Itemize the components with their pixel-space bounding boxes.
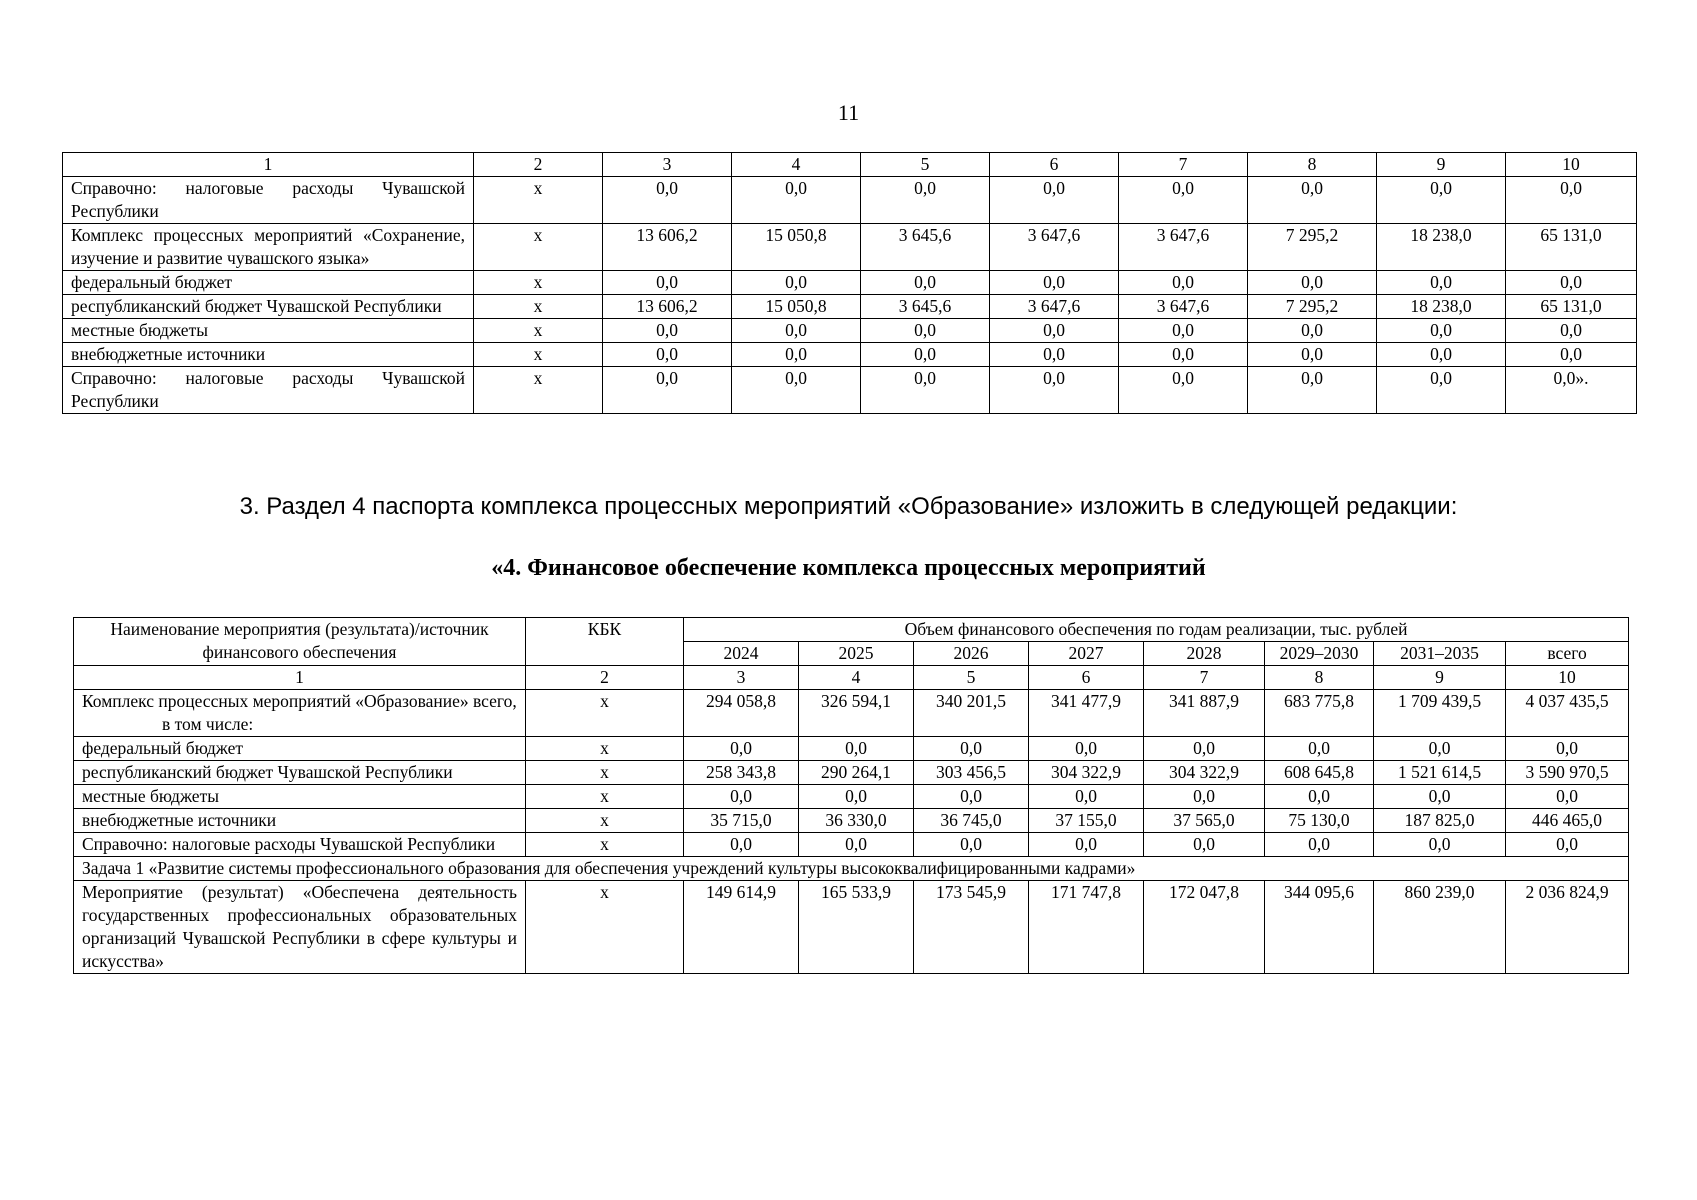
- value-cell: 0,0: [861, 367, 990, 414]
- table-row: [63, 367, 1637, 414]
- row-name: Справочно: налоговые расходы Чувашской Республики: [63, 177, 474, 224]
- table2-numbering-row: [74, 666, 1629, 690]
- column-number: 5: [914, 666, 1029, 690]
- value-cell: 65 131,0: [1506, 224, 1637, 271]
- value-cell: 0,0: [799, 833, 914, 857]
- kbk-cell: х: [474, 367, 603, 414]
- funding-table-continuation: [62, 152, 1637, 414]
- total-header: всего: [1506, 642, 1629, 666]
- value-cell: 0,0: [799, 737, 914, 761]
- row-name: [74, 809, 526, 833]
- column-number: 5: [861, 153, 990, 177]
- value-cell: 165 533,9: [799, 881, 914, 974]
- value-cell: 1 709 439,5: [1374, 690, 1506, 737]
- column-number: 4: [732, 153, 861, 177]
- table-row: [63, 343, 1637, 367]
- value-cell: 0,0: [1029, 737, 1144, 761]
- value-cell: 172 047,8: [1144, 881, 1265, 974]
- table2-body: [74, 618, 1629, 974]
- value-cell: 0,0: [1377, 319, 1506, 343]
- value-cell: 18 238,0: [1377, 295, 1506, 319]
- value-cell: 0,0: [1377, 177, 1506, 224]
- row-name: [74, 833, 526, 857]
- value-cell: 0,0: [1506, 177, 1637, 224]
- value-cell: 0,0: [1506, 271, 1637, 295]
- kbk-cell: х: [526, 690, 684, 737]
- value-cell: 608 645,8: [1265, 761, 1374, 785]
- value-cell: 7 295,2: [1248, 224, 1377, 271]
- column-number: 4: [799, 666, 914, 690]
- row-name-subtext: в том числе:: [162, 714, 254, 734]
- value-cell: 3 590 970,5: [1506, 761, 1629, 785]
- column-number: 2: [474, 153, 603, 177]
- value-cell: 0,0: [1377, 343, 1506, 367]
- value-cell: 0,0: [1377, 367, 1506, 414]
- task-title: Задача 1 «Развитие системы профессионального образования для обеспечения учреждений культуры высококвалифицированными кадрами»: [74, 857, 1629, 881]
- value-cell: 171 747,8: [1029, 881, 1144, 974]
- value-cell: 0,0».: [1506, 367, 1637, 414]
- value-cell: 0,0: [914, 785, 1029, 809]
- value-cell: 0,0: [990, 271, 1119, 295]
- table-row: [63, 319, 1637, 343]
- value-cell: 0,0: [732, 271, 861, 295]
- table-row: [63, 224, 1637, 271]
- table-row: [63, 177, 1637, 224]
- column-number: 6: [1029, 666, 1144, 690]
- row-name: Справочно: налоговые расходы Чувашской Республики: [63, 367, 474, 414]
- value-cell: 0,0: [990, 343, 1119, 367]
- kbk-cell: х: [474, 271, 603, 295]
- table2-header-row: [74, 618, 1629, 642]
- value-cell: 290 264,1: [799, 761, 914, 785]
- table-row: [74, 785, 1629, 809]
- year-header: 2028: [1144, 642, 1265, 666]
- value-cell: 149 614,9: [684, 881, 799, 974]
- value-cell: 0,0: [603, 319, 732, 343]
- value-cell: 0,0: [1248, 319, 1377, 343]
- value-cell: 0,0: [1374, 737, 1506, 761]
- value-cell: 35 715,0: [684, 809, 799, 833]
- column-number: 2: [526, 666, 684, 690]
- value-cell: 341 887,9: [1144, 690, 1265, 737]
- section-title: «4. Финансовое обеспечение комплекса процессных мероприятий: [491, 555, 1206, 581]
- row-name-text: республиканский бюджет Чувашской Республики: [82, 762, 453, 782]
- value-cell: 18 238,0: [1377, 224, 1506, 271]
- page-number: 11: [837, 100, 860, 125]
- kbk-cell: х: [526, 785, 684, 809]
- value-cell: 0,0: [990, 177, 1119, 224]
- kbk-cell: х: [474, 224, 603, 271]
- value-cell: 0,0: [732, 343, 861, 367]
- value-cell: 0,0: [1506, 343, 1637, 367]
- value-cell: 37 565,0: [1144, 809, 1265, 833]
- value-cell: 258 343,8: [684, 761, 799, 785]
- value-cell: 7 295,2: [1248, 295, 1377, 319]
- row-name-text: Справочно: налоговые расходы Чувашской Республики: [82, 834, 496, 854]
- column-number: 10: [1506, 666, 1629, 690]
- value-cell: 0,0: [732, 367, 861, 414]
- value-cell: 0,0: [603, 367, 732, 414]
- kbk-cell: х: [526, 833, 684, 857]
- table-row: [74, 761, 1629, 785]
- value-cell: 0,0: [1377, 271, 1506, 295]
- column-number: 8: [1248, 153, 1377, 177]
- value-cell: 0,0: [732, 319, 861, 343]
- table1-body: [63, 153, 1637, 414]
- year-header: 2029–2030: [1265, 642, 1374, 666]
- table1-numbering-row: [63, 153, 1637, 177]
- value-cell: 860 239,0: [1374, 881, 1506, 974]
- value-cell: 0,0: [1144, 785, 1265, 809]
- financing-group-header: Объем финансового обеспечения по годам реализации, тыс. рублей: [684, 618, 1629, 642]
- value-cell: 3 645,6: [861, 224, 990, 271]
- value-cell: 13 606,2: [603, 224, 732, 271]
- value-cell: 0,0: [1265, 785, 1374, 809]
- value-cell: 294 058,8: [684, 690, 799, 737]
- value-cell: 0,0: [914, 833, 1029, 857]
- table-row: [74, 809, 1629, 833]
- row-name: Комплекс процессных мероприятий «Сохранение, изучение и развитие чувашского языка»: [63, 224, 474, 271]
- column-number: 9: [1374, 666, 1506, 690]
- value-cell: 0,0: [1506, 785, 1629, 809]
- value-cell: 0,0: [1248, 343, 1377, 367]
- row-name: Мероприятие (результат) «Обеспечена деятельность государственных профессиональных образовательных организаций Чувашской Республики в сфере культуры и искусства»: [74, 881, 526, 974]
- value-cell: 0,0: [1144, 833, 1265, 857]
- value-cell: 0,0: [799, 785, 914, 809]
- value-cell: 0,0: [684, 737, 799, 761]
- value-cell: 3 647,6: [1119, 224, 1248, 271]
- row-name: [74, 690, 526, 737]
- value-cell: 37 155,0: [1029, 809, 1144, 833]
- value-cell: 0,0: [861, 177, 990, 224]
- year-header: 2025: [799, 642, 914, 666]
- value-cell: 0,0: [1374, 833, 1506, 857]
- year-header: 2027: [1029, 642, 1144, 666]
- value-cell: 0,0: [1144, 737, 1265, 761]
- table-row: [74, 881, 1629, 974]
- value-cell: 3 647,6: [990, 295, 1119, 319]
- kbk-cell: х: [526, 881, 684, 974]
- column-number: 7: [1144, 666, 1265, 690]
- column-number: 1: [74, 666, 526, 690]
- column-number: 9: [1377, 153, 1506, 177]
- row-name: [74, 761, 526, 785]
- value-cell: 0,0: [1119, 367, 1248, 414]
- value-cell: 0,0: [603, 177, 732, 224]
- row-name-text: Комплекс процессных мероприятий «Образование» всего,: [82, 691, 517, 711]
- value-cell: 36 745,0: [914, 809, 1029, 833]
- table-row: [74, 737, 1629, 761]
- value-cell: 0,0: [1119, 177, 1248, 224]
- value-cell: 0,0: [1119, 271, 1248, 295]
- row-name-text: местные бюджеты: [82, 786, 219, 806]
- row-name-text: федеральный бюджет: [82, 738, 244, 758]
- column-number: 7: [1119, 153, 1248, 177]
- column-number: 1: [63, 153, 474, 177]
- column-number: 8: [1265, 666, 1374, 690]
- kbk-cell: х: [526, 761, 684, 785]
- value-cell: 0,0: [1248, 367, 1377, 414]
- year-header: 2024: [684, 642, 799, 666]
- value-cell: 1 521 614,5: [1374, 761, 1506, 785]
- row-name: [74, 785, 526, 809]
- row-name: внебюджетные источники: [63, 343, 474, 367]
- kbk-cell: х: [474, 319, 603, 343]
- value-cell: 344 095,6: [1265, 881, 1374, 974]
- table-row: [63, 271, 1637, 295]
- value-cell: 0,0: [684, 785, 799, 809]
- value-cell: 2 036 824,9: [1506, 881, 1629, 974]
- value-cell: 326 594,1: [799, 690, 914, 737]
- kbk-cell: х: [526, 737, 684, 761]
- table-row: [63, 295, 1637, 319]
- value-cell: 0,0: [603, 271, 732, 295]
- kbk-cell: х: [474, 177, 603, 224]
- value-cell: 0,0: [1374, 785, 1506, 809]
- value-cell: 0,0: [1248, 177, 1377, 224]
- row-name: местные бюджеты: [63, 319, 474, 343]
- value-cell: 0,0: [1506, 737, 1629, 761]
- value-cell: 0,0: [732, 177, 861, 224]
- value-cell: 0,0: [1265, 833, 1374, 857]
- value-cell: 0,0: [1506, 319, 1637, 343]
- column-number: 10: [1506, 153, 1637, 177]
- row-name-text: внебюджетные источники: [82, 810, 277, 830]
- value-cell: 0,0: [684, 833, 799, 857]
- name-column-header: Наименование мероприятия (результата)/источник финансового обеспечения: [74, 618, 526, 666]
- value-cell: 0,0: [861, 319, 990, 343]
- value-cell: 4 037 435,5: [1506, 690, 1629, 737]
- value-cell: 303 456,5: [914, 761, 1029, 785]
- row-name: республиканский бюджет Чувашской Республики: [63, 295, 474, 319]
- value-cell: 341 477,9: [1029, 690, 1144, 737]
- value-cell: 173 545,9: [914, 881, 1029, 974]
- kbk-cell: х: [526, 809, 684, 833]
- value-cell: 0,0: [1506, 833, 1629, 857]
- value-cell: 15 050,8: [732, 224, 861, 271]
- value-cell: 0,0: [1119, 343, 1248, 367]
- value-cell: 0,0: [990, 367, 1119, 414]
- value-cell: 0,0: [1119, 319, 1248, 343]
- kbk-cell: х: [474, 343, 603, 367]
- value-cell: 65 131,0: [1506, 295, 1637, 319]
- value-cell: 0,0: [861, 343, 990, 367]
- value-cell: 0,0: [861, 271, 990, 295]
- value-cell: 187 825,0: [1374, 809, 1506, 833]
- value-cell: 3 647,6: [1119, 295, 1248, 319]
- value-cell: 0,0: [603, 343, 732, 367]
- value-cell: 683 775,8: [1265, 690, 1374, 737]
- value-cell: 0,0: [914, 737, 1029, 761]
- value-cell: 304 322,9: [1144, 761, 1265, 785]
- table-row: [74, 833, 1629, 857]
- value-cell: 0,0: [1265, 737, 1374, 761]
- column-number: 3: [684, 666, 799, 690]
- value-cell: 3 645,6: [861, 295, 990, 319]
- column-number: 3: [603, 153, 732, 177]
- value-cell: 75 130,0: [1265, 809, 1374, 833]
- value-cell: 15 050,8: [732, 295, 861, 319]
- value-cell: 304 322,9: [1029, 761, 1144, 785]
- column-number: 6: [990, 153, 1119, 177]
- value-cell: 13 606,2: [603, 295, 732, 319]
- row-name: [74, 737, 526, 761]
- kbk-cell: х: [474, 295, 603, 319]
- task-row: [74, 857, 1629, 881]
- year-header: 2031–2035: [1374, 642, 1506, 666]
- row-name: федеральный бюджет: [63, 271, 474, 295]
- table-row: [74, 690, 1629, 737]
- kbk-column-header: КБК: [526, 618, 684, 666]
- value-cell: 446 465,0: [1506, 809, 1629, 833]
- value-cell: 340 201,5: [914, 690, 1029, 737]
- value-cell: 0,0: [1029, 833, 1144, 857]
- funding-table: [73, 617, 1629, 974]
- value-cell: 0,0: [1248, 271, 1377, 295]
- instruction-text: 3. Раздел 4 паспорта комплекса процессных мероприятий «Образование» изложить в следующей редакции:: [239, 493, 1458, 520]
- value-cell: 0,0: [990, 319, 1119, 343]
- value-cell: 0,0: [1029, 785, 1144, 809]
- year-header: 2026: [914, 642, 1029, 666]
- value-cell: 3 647,6: [990, 224, 1119, 271]
- value-cell: 36 330,0: [799, 809, 914, 833]
